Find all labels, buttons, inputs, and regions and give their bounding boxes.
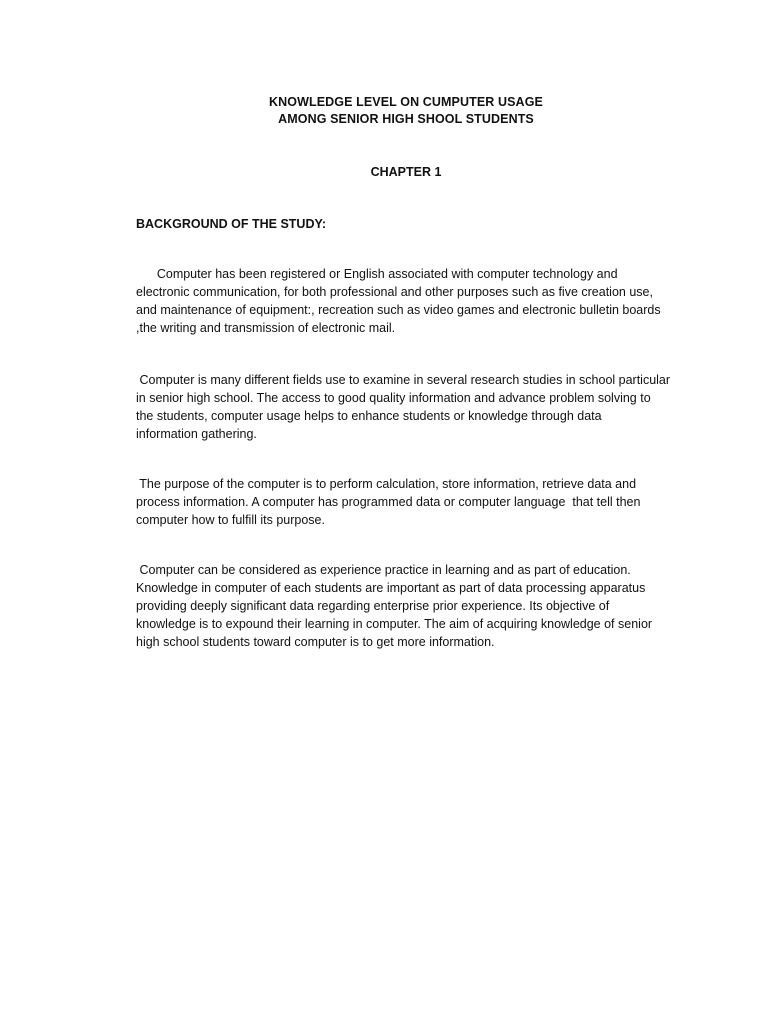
paragraph-line: knowledge is to expound their learning in computer. The aim of acquiring knowledge of senior (136, 617, 653, 631)
paragraph-line: Computer can be considered as experience practice in learning and as part of education. (136, 563, 631, 577)
paragraph-1 (136, 265, 696, 337)
paragraph-line: Computer is many different fields use to examine in several research studies in school particular (136, 373, 671, 387)
paragraph-line: The purpose of the computer is to perform calculation, store information, retrieve data and (136, 477, 637, 491)
chapter-heading: CHAPTER 1 (370, 165, 442, 179)
paragraph-4 (136, 561, 696, 651)
paragraph-line: Knowledge in computer of each students are important as part of data processing apparatus (136, 581, 646, 595)
paragraph-line: electronic communication, for both professional and other purposes such as five creation use, (136, 285, 653, 299)
paragraph-2 (136, 371, 696, 443)
paragraph-line: in senior high school. The access to good quality information and advance problem solving to (136, 391, 651, 405)
paragraph-line: information gathering. (136, 427, 257, 441)
paragraph-line: providing deeply significant data regarding enterprise prior experience. Its objective of (136, 599, 610, 613)
paragraph-3 (136, 475, 696, 529)
paragraph-line: computer how to fulfill its purpose. (136, 513, 325, 527)
document-title-line-2: AMONG SENIOR HIGH SHOOL STUDENTS (278, 112, 534, 126)
paragraph-line: high school students toward computer is to get more information. (136, 635, 495, 649)
document-title-line-1: KNOWLEDGE LEVEL ON CUMPUTER USAGE (269, 95, 543, 109)
paragraph-line: the students, computer usage helps to enhance students or knowledge through data (136, 409, 602, 423)
paragraph-line: ,the writing and transmission of electronic mail. (136, 321, 396, 335)
section-heading: BACKGROUND OF THE STUDY: (136, 217, 327, 231)
paragraph-line: Computer has been registered or English associated with computer technology and (136, 267, 618, 281)
paragraph-line: and maintenance of equipment:, recreation such as video games and electronic bulletin boards (136, 303, 661, 317)
paragraph-line: process information. A computer has programmed data or computer language that tell then (136, 495, 641, 509)
